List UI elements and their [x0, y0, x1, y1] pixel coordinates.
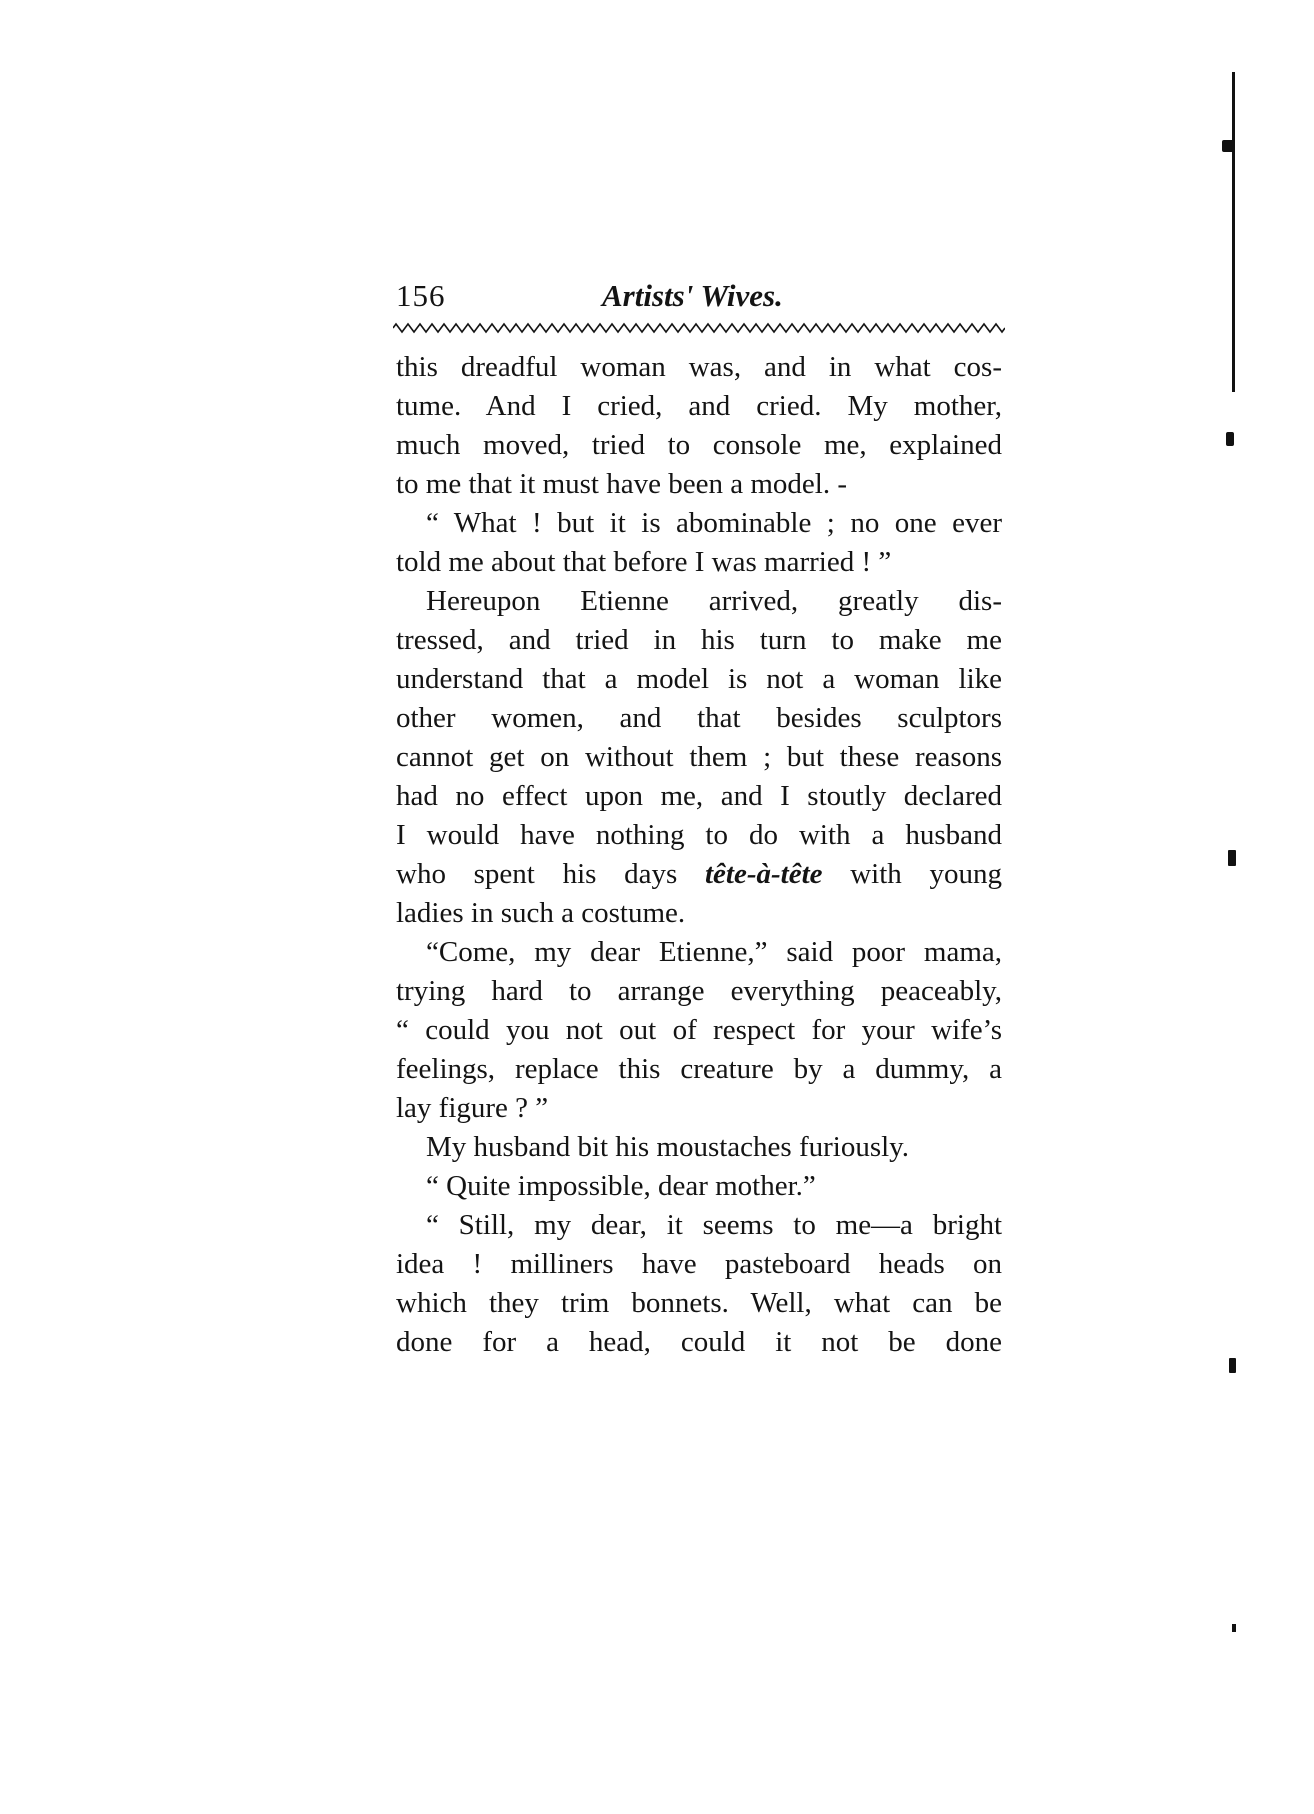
binding-speck	[1228, 850, 1236, 866]
scan-edge-marks	[1210, 60, 1250, 1660]
text-line: “ Quite impossible, dear mother.”	[426, 1170, 816, 1202]
ornamental-wavy-rule	[393, 322, 1005, 334]
text-line: “Come, my dear Etienne,” said poor mama,	[426, 936, 1002, 968]
text-line: My husband bit his moustaches furiously.	[426, 1131, 910, 1163]
text-line: “ Still, my dear, it seems to me—a bright	[426, 1209, 1002, 1241]
text-segment: with young	[822, 858, 1002, 890]
binding-speck	[1232, 1624, 1236, 1632]
text-line: lay figure ? ”	[396, 1092, 549, 1124]
body-text	[396, 348, 1002, 1362]
text-line: tressed, and tried in his turn to make me	[396, 624, 1002, 656]
text-line: Hereupon Etienne arrived, greatly dis-	[426, 585, 1002, 617]
page-number: 156	[396, 278, 446, 313]
text-line: done for a head, could it not be done	[396, 1326, 1002, 1358]
text-line: trying hard to arrange everything peaceably,	[396, 975, 1002, 1007]
binding-notch	[1222, 140, 1234, 152]
italic-phrase: tête-à-tête	[704, 858, 823, 890]
text-line: I would have nothing to do with a husband	[396, 819, 1002, 851]
binding-edge-line	[1232, 72, 1235, 392]
text-line: told me about that before I was married ! ”	[396, 546, 892, 578]
text-line-with-emphasis	[396, 855, 1002, 894]
running-head	[396, 272, 1002, 320]
running-title: Artists' Wives.	[602, 278, 783, 313]
text-line: had no effect upon me, and I stoutly declared	[396, 780, 1002, 812]
text-line: feelings, replace this creature by a dummy, a	[396, 1053, 1002, 1085]
binding-speck	[1229, 1358, 1236, 1373]
text-line: idea ! milliners have pasteboard heads on	[396, 1248, 1002, 1280]
text-line: tume. And I cried, and cried. My mother,	[396, 390, 1002, 422]
text-segment: who spent his days	[396, 858, 705, 890]
text-line: “ What ! but it is abominable ; no one ever	[426, 507, 1002, 539]
text-line: which they trim bonnets. Well, what can be	[396, 1287, 1002, 1319]
text-line: “ could you not out of respect for your wife’s	[396, 1014, 1002, 1046]
text-line: much moved, tried to console me, explained	[396, 429, 1002, 461]
text-line: ladies in such a costume.	[396, 897, 686, 929]
binding-speck	[1226, 432, 1234, 446]
text-line: understand that a model is not a woman like	[396, 663, 1002, 695]
text-line: to me that it must have been a model. -	[396, 468, 847, 500]
text-line: this dreadful woman was, and in what cos-	[396, 351, 1002, 383]
text-line: other women, and that besides sculptors	[396, 702, 1002, 734]
text-line: cannot get on without them ; but these reasons	[396, 741, 1002, 773]
